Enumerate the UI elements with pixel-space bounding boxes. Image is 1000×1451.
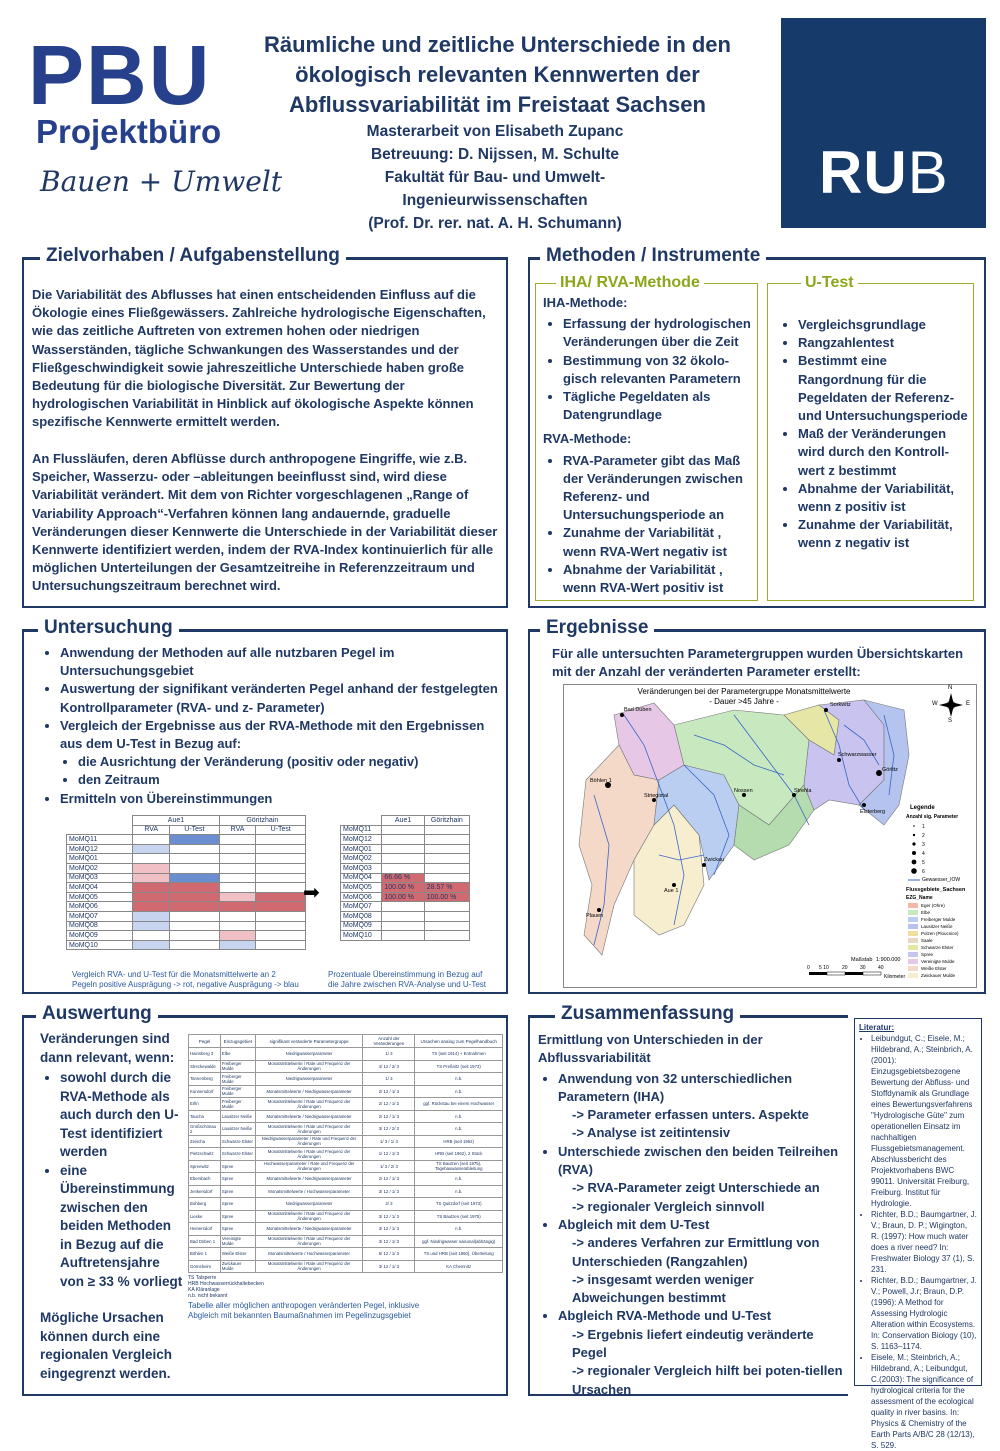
pegel-table-cell: Taucha — [189, 1110, 221, 1123]
pegel-table-cell: Böhlen 1 — [189, 1248, 221, 1261]
table-row: MoMQ01 — [67, 854, 306, 864]
iha-title: IHA/ RVA-Methode — [556, 274, 704, 292]
legend-title: Legende — [910, 805, 935, 811]
pegel-table-cell: Zeischa — [189, 1135, 221, 1148]
legend-dot — [913, 825, 915, 827]
pegel-table-cell: 1/ 3 — [363, 1048, 415, 1061]
pegel-table-cell: 3/ 12 / 1/ 3 — [363, 1260, 415, 1273]
rub-logo-text: RUB — [819, 139, 949, 206]
pegel-table-cell: 3/ 12 / 1/ 3 — [363, 1235, 415, 1248]
pegel-table-header: signifikant veränderte Parametergruppe — [255, 1035, 363, 1048]
legend-swatch — [908, 966, 918, 971]
pegel-table-cell: n.b. — [415, 1110, 503, 1123]
literature-item: • Richter, B.D.; Baumgartner, J. V.; Braun, D. P.; Wigington, R. (1997): How much water does a river need? In: Freshwater Biology 37 (1), S. 231. — [871, 1209, 977, 1275]
ziel-paragraph-1: Die Variabilität des Abflusses hat einen entscheidenden Einfluss auf die Ökologie eines Fließgewässers. Zahlreiche hydrologische Eigenschaften, wie das zeitliche Auftreten von extremen hohen oder niedrigen Wasserständen, tägliche Schwankungen des Wasserstandes und der Fließgeschwindigkeit sowie jahreszeitliche Unterschiede haben große Bedeutung für die biologische Diversität. Zur Bewertung der hydrologischen Variabilität in Hinblick auf ökologische Aspekte können spezifische Kennwerte ermittelt werden. — [32, 287, 486, 430]
pegel-table-cell: Schwarze Elster — [220, 1148, 255, 1161]
pegel-table-cell: Freiberger Mulde — [220, 1060, 255, 1073]
table-row — [189, 1173, 503, 1186]
pegel-table-cell: TS Bautzen (seit 1975) — [415, 1210, 503, 1223]
pegel-table-cell: Spree — [220, 1173, 255, 1186]
legend-swatch — [908, 910, 918, 915]
pegel-table-cell: 3/ 12 / 1/ 3 — [363, 1223, 415, 1236]
zusammenfassung-item: • Abgleich mit dem U-Test -> anderes Verfahren zur Ermittlung von Unterschieden (Rangzahlen) -> insgesamt werden weniger Abweichungen bestimmt — [558, 1216, 843, 1307]
pegel-table-cell: Freiberger Mulde — [220, 1098, 255, 1111]
table-row: MoMQ09 — [67, 931, 306, 941]
table-row: MoMQ02 — [341, 854, 470, 864]
legend-swatch — [908, 903, 918, 908]
legend-subtitle: Anzahl sig. Parameter — [906, 814, 959, 820]
pegel-table-cell: 1/ 3 — [363, 1073, 415, 1086]
zusammenfassung-content — [538, 1031, 843, 1399]
scale-tick: 0 — [807, 965, 810, 971]
pegel-table-cell: TS und HRB (seit 1960), Überleitung — [415, 1248, 503, 1261]
pegel-table-cell: Bad Düben 1 — [189, 1235, 221, 1248]
pegel-table-cell: HRB (seit 1962) — [415, 1135, 503, 1148]
pegel-table-cell: n.b. — [415, 1173, 503, 1186]
literature-box — [854, 1018, 982, 1450]
legend-swatch — [908, 973, 918, 978]
ziel-title: Zielvorhaben / Aufgabenstellung — [40, 245, 346, 267]
scale-tick: 30 — [860, 965, 866, 971]
untersuchung-content — [40, 644, 500, 808]
utest-item: • Maß der Veränderungen wird durch den Kontroll-wert z bestimmt — [798, 425, 970, 480]
legend-ezg: EZG_Name — [906, 895, 933, 901]
pegel-table-cell: Monatsmittelwerte / Rate und Frequenz der Änderungen — [255, 1060, 363, 1073]
place-label: Strehla — [794, 788, 812, 794]
legend-dot — [911, 868, 917, 874]
zusammenfassung-title: Zusammenfassung — [555, 1003, 740, 1025]
pegel-table-cell: Spree — [220, 1185, 255, 1198]
pegel-table-cell: 2/ 3 — [363, 1198, 415, 1211]
table-row — [189, 1248, 503, 1261]
table-row — [189, 1210, 503, 1223]
iha-heading: IHA-Methode: — [543, 295, 628, 310]
table-group-header: Göritzhain — [424, 816, 469, 826]
compass-w: W — [932, 701, 938, 707]
table-row — [189, 1098, 503, 1111]
pegel-table-wrap — [188, 1034, 503, 1321]
zusammenfassung-item: • Abgleich RVA-Methode und U-Test -> Ergebnis liefert eindeutig veränderte Pegel -> regionaler Vergleich hilft bei poten-tiellen Ursachen — [558, 1307, 843, 1398]
scale-unit: Kilometer — [884, 974, 906, 980]
pegel-table-cell: Lausitzer Neiße — [220, 1110, 255, 1123]
methoden-title: Methoden / Instrumente — [540, 245, 766, 267]
table-row — [189, 1123, 503, 1136]
poster-authors — [330, 120, 660, 235]
table-row — [189, 1135, 503, 1148]
table-group-header: Aue1 — [133, 816, 219, 826]
untersuchung-subitem: • die Ausrichtung der Veränderung (positiv oder negativ) — [78, 753, 500, 771]
table-row — [189, 1235, 503, 1248]
abbreviations: TS Talsperre HRB Hochwasserrückhaltebecken KA Kläranlage n.b. nicht bekannt — [188, 1275, 264, 1299]
scale-label: Maßstab — [851, 957, 873, 963]
legend-swatch — [908, 917, 918, 922]
pegel-table-cell: Elbe — [220, 1048, 255, 1061]
rub-logo — [781, 18, 986, 228]
table-row: MoMQ02 — [67, 863, 306, 873]
pegel-table-cell: Monatsmittelwerte / Rate und Frequenz der Änderungen — [255, 1235, 363, 1248]
pegel-table-cell: Monatsmittelwerte / Rate und Frequenz der Änderungen — [255, 1148, 363, 1161]
pegel-table-cell: Ebersbach — [189, 1173, 221, 1186]
table-row: MoMQ07 — [341, 902, 470, 912]
scale-bar — [809, 972, 881, 975]
pegel-table-cell: n.b. — [415, 1073, 503, 1086]
table-row — [189, 1260, 503, 1273]
table-row: MoMQ12 — [67, 844, 306, 854]
gauge-dot — [702, 863, 706, 867]
pegel-table-cell: 1/ 3 / 1/ 3 — [363, 1135, 415, 1148]
pegel-table-cell: Monatsmittelwerte / Niedrigwasserparameter — [255, 1173, 363, 1186]
pegel-table-cell: Niedrigwasserparameter / Rate und Frequenz der Änderungen — [255, 1135, 363, 1148]
pegel-table-cell: Lausitzer Neiße — [220, 1123, 255, 1136]
utest-item: • Zunahme der Variabilität, wenn z negativ ist — [798, 516, 970, 552]
zusammenfassung-intro: Ermittlung von Unterschieden in der Abflussvariabilität — [538, 1032, 763, 1066]
pegel-table-cell: 1/ 3 / 2/ 3 — [363, 1160, 415, 1173]
table-row — [189, 1073, 503, 1086]
place-label: Nossen — [734, 788, 753, 794]
table-col-header: U-Test — [256, 825, 306, 835]
rva-item: • RVA-Parameter gibt das Maß der Veränderungen zwischen Referenz- und Untersuchungsperiode an — [563, 452, 755, 525]
pegel-table-cell: Schwarze Elster — [220, 1135, 255, 1148]
table-row — [189, 1110, 503, 1123]
pegel-table-cell: Monatsmittelwerte / Rate und Frequenz der Änderungen — [255, 1123, 363, 1136]
faculty-line: Ingenieurwissenschaften — [402, 192, 588, 209]
literature-item: • Leibundgut, C.; Eisele, M.; Hildebrand, A.; Steinbrich, A. (2001): Einzugsgebietsbezogene Bewertung der Abfluss- und Stoffdynamik als Grundlage eines Bewertungsverfahrens "Hydrologische Güte" zum operationellen Einsatz im nachhaltigen Flussgebietsmanagement. Abschlussbericht des Projektvorhabens BWC 99011. Universität Freiburg, Freiburg. Institut für Hydrologie. — [871, 1033, 977, 1209]
pegel-table-cell: Monatsmittelwerte / Niedrigwasserparameter — [255, 1110, 363, 1123]
pbu-logo-subtitle: Projektbüro — [36, 113, 222, 150]
rva-item: • Zunahme der Variabilität , wenn RVA-Wert negativ ist — [563, 524, 755, 560]
pegel-table-cell: Monatsmittelwerte / Hochwasserparameter — [255, 1248, 363, 1261]
pegel-table-cell: Weiße Elster — [220, 1248, 255, 1261]
compass-s: S — [948, 718, 953, 724]
title-line: Abflussvariabilität im Freistaat Sachsen — [289, 92, 706, 117]
table-row: MoMQ06 100.00 % 100.00 % — [341, 892, 470, 902]
legend-swatches — [908, 903, 918, 978]
pegel-table-cell: Lieske — [189, 1210, 221, 1223]
place-label: Plauen — [586, 913, 604, 919]
pegel-table-cell: n.b. — [415, 1085, 503, 1098]
place-label: Görlitz — [882, 767, 898, 773]
pegel-table-cell: 3/ 12 / 1/ 3 — [363, 1210, 415, 1223]
scale-tick: 5 10 — [819, 965, 829, 971]
table-row: MoMQ09 — [341, 921, 470, 931]
pegel-table-header: Ursachen analog zum Pegelhandbuch — [415, 1035, 503, 1048]
pegel-table-cell: Zwickauer Mulde — [220, 1260, 255, 1273]
utest-item: • Vergleichsgrundlage — [798, 316, 970, 334]
pegel-table-cell: Görnsheim — [189, 1260, 221, 1273]
pegel-table-cell: 2/ 12 / 1/ 3 — [363, 1173, 415, 1186]
legend-swatch — [908, 924, 918, 929]
zusammenfassung-item: • Anwendung von 32 unterschiedlichen Parametern (IHA) -> Parameter erfassen unters. Aspekte -> Analyse ist zeitintensiv — [558, 1070, 843, 1143]
table-col-header: RVA — [219, 825, 256, 835]
table-col-header: U-Test — [170, 825, 220, 835]
auswertung-title: Auswertung — [36, 1003, 158, 1025]
place-label: Zwickau — [704, 857, 725, 863]
title-line: ökologisch relevanten Kennwerten der — [295, 62, 700, 87]
pegel-table-cell: Hochwasserparameter / Rate und Frequenz der Änderungen — [255, 1160, 363, 1173]
zusammenfassung-item: • Unterschiede zwischen den beiden Teilreihen (RVA) -> RVA-Parameter zeigt Unterschiede an -> regionaler Vergleich sinnvoll — [558, 1143, 843, 1216]
pegel-table-cell: Niedrigwasserparameter — [255, 1048, 363, 1061]
pegel-table-cell: 2/ 12 / 1/ 2 — [363, 1098, 415, 1111]
pegel-table-cell: Niedrigwasserparameter — [255, 1198, 363, 1211]
saxony-map — [563, 684, 977, 988]
pegel-table-cell: Bohberg — [189, 1198, 221, 1211]
pegel-table-cell: Jenkersdorf — [189, 1185, 221, 1198]
pegel-table — [188, 1034, 503, 1273]
pegel-table-cell: ggf. Rückstau bei einem Hochwasser — [415, 1098, 503, 1111]
pegel-table-cell: 3/ 12 / 1/ 3 — [363, 1185, 415, 1198]
pegel-table-cell: Monatsmittelwerte / Rate und Frequenz der Änderungen — [255, 1098, 363, 1111]
auswertung-item: • sowohl durch die RVA-Methode als auch durch den U-Test identifiziert werden — [60, 1069, 185, 1162]
pegel-table-cell: KA Chemnitz — [415, 1260, 503, 1273]
table-row: MoMQ11 — [67, 835, 306, 845]
author-line: Masterarbeit von Elisabeth Zupanc — [366, 123, 624, 140]
table-row: MoMQ07 — [67, 911, 306, 921]
pegel-table-cell: Vereinigte Mulde — [220, 1235, 255, 1248]
table-row — [189, 1198, 503, 1211]
table-row: MoMQ05 100.00 % 28.57 % — [341, 883, 470, 893]
gauge-dot — [620, 713, 624, 717]
utest-item: • Rangzahlentest — [798, 334, 970, 352]
arrow-right-icon: ➡ — [303, 882, 320, 904]
iha-content — [543, 294, 755, 597]
pegel-table-cell: Freiberger Mulde — [220, 1073, 255, 1086]
pegel-table-cell: Großschönau 2 — [189, 1123, 221, 1136]
pegel-table-cell: TS Quitzdorf (seit 1973) — [415, 1198, 503, 1211]
auswertung-item: • eine Übereinstimmung zwischen den beiden Methoden in Bezug auf die Auftretensjahre von ≥ 33 % vorliegt — [60, 1162, 185, 1292]
place-label: Striegistal — [644, 793, 669, 799]
supervisor-line: Betreuung: D. Nijssen, M. Schulte — [370, 146, 620, 163]
legend-swatch — [908, 959, 918, 964]
pegel-table-cell: Hainsberg 3 — [189, 1048, 221, 1061]
pegel-table-cell: 2/ 12 / 1/ 3 — [363, 1110, 415, 1123]
legend-dot — [912, 860, 917, 865]
gauge-dot — [837, 758, 841, 762]
legend-gewaesser: Gewaesser_IOW — [922, 877, 961, 883]
legend-swatch — [908, 945, 918, 950]
pegel-table-cell: Monatsmittelwerte / Rate und Frequenz der Änderungen — [255, 1210, 363, 1223]
table-row: MoMQ10 — [341, 931, 470, 941]
pegel-table-cell: Monatsmittelwerte / Hochwasserparameter — [255, 1185, 363, 1198]
pegel-table-cell: n.b. — [415, 1123, 503, 1136]
table-row: MoMQ11 — [341, 825, 470, 835]
table-row: MoMQ06 — [67, 902, 306, 912]
legend-swatch — [908, 952, 918, 957]
pegel-table-header: Pegel — [189, 1035, 221, 1048]
pegel-table-header: Anzahl der Veränderungen — [363, 1035, 415, 1048]
faculty-line: Fakultät für Bau- und Umwelt- — [384, 169, 606, 186]
pegel-table-cell: Spreewitz — [189, 1160, 221, 1173]
pegel-table-cell: Spree — [220, 1210, 255, 1223]
ergebnisse-intro: Für alle untersuchten Parametergruppen wurden Übersichtskarten mit der Anzahl der veränderten Parameter erstellt: — [552, 646, 964, 680]
map-title: Veränderungen bei der Parametergruppe Monatsmittelwerte — [637, 687, 851, 696]
pegel-table-cell: Heinersdorf — [189, 1223, 221, 1236]
literature-title: Literatur: — [859, 1023, 895, 1032]
utest-item: • Bestimmt eine Rangordnung für die Pegeldaten der Referenz- und Untersuchungsperiode — [798, 352, 970, 425]
pegel-table-cell: TS Preßnitz (seit 1973) — [415, 1060, 503, 1073]
table-row: MoMQ04 66.66 % — [341, 873, 470, 883]
pegel-table-header: Einzugsgebiet — [220, 1035, 255, 1048]
auswertung-outro: Mögliche Ursachen können durch eine regionalen Vergleich eingegrenzt werden. — [40, 1310, 173, 1381]
pegel-table-cell: TS (seit 1914) + Entnahmen — [415, 1048, 503, 1061]
pegel-table-cell: Kunnersdorf — [189, 1085, 221, 1098]
rva-item: • Abnahme der Variabilität , wenn RVA-Wert positiv ist — [563, 561, 755, 597]
untersuchung-item: • Anwendung der Methoden auf alle nutzbaren Pegel im Untersuchungsgebiet — [60, 644, 500, 680]
scale-tick: 20 — [842, 965, 848, 971]
place-label: Sorkwitz — [830, 702, 851, 708]
untersuchung-item: • Vergleich der Ergebnisse aus der RVA-Methode mit den Ergebnissen aus dem U-Test in Bezug auf: — [60, 717, 500, 753]
table-row — [189, 1223, 503, 1236]
table-group-header: Göritzhain — [219, 816, 305, 826]
pegel-table-cell: 4/ 12 / 2/ 3 — [363, 1060, 415, 1073]
comparison-table — [66, 815, 306, 950]
gauge-dot — [597, 908, 601, 912]
legend-swatch — [908, 931, 918, 936]
untersuchung-item: • Auswertung der signifikant veränderten Pegel anhand der festgelegten Kontrollparameter (RVA- und z- Parameter) — [60, 680, 500, 716]
gauge-dot — [824, 708, 828, 712]
table-row: MoMQ05 — [67, 892, 306, 902]
utest-title: U-Test — [801, 274, 858, 292]
untersuchung-item: • Ermitteln von Übereinstimmungen — [60, 790, 500, 808]
pegel-table-cell: Tannenberg — [189, 1073, 221, 1086]
legend-dot — [912, 842, 915, 845]
pegel-table-cell: HRB (seit 1962), 2 Stück — [415, 1148, 503, 1161]
pegel-table-cell: 1/ 12 / 1/ 3 — [363, 1148, 415, 1161]
literature-item: • Richter, B.D.; Baumgartner, J. V.; Powell, J.r; Braun, D.P. (1996): A Method for Assessing Hydrologic Alteration within Ecosystems. In: Conservation Biology (10), S. 1163–1174. — [871, 1275, 977, 1352]
auswertung-content — [40, 1030, 185, 1383]
table-group-header: Aue1 — [382, 816, 424, 826]
legend-region-names: Eger (Ohre) Elbe Freiberger Mulde Lausitzer Neiße Polzen (Ploucnice) Saale Schwarze Elster Spree Vereinigte Mulde Weiße Elster Zwickauer Mulde — [921, 903, 959, 978]
iha-item: • Erfassung der hydrologischen Veränderungen über die Zeit — [563, 315, 755, 351]
table-row — [189, 1048, 503, 1061]
rva-heading: RVA-Methode: — [543, 431, 632, 447]
legend-flussgebiete: Flussgebiete_Sachsen — [906, 887, 966, 893]
utest-item: • Abnahme der Variabilität, wenn z positiv ist — [798, 480, 970, 516]
compass-e: E — [966, 701, 971, 707]
gauge-dot — [672, 883, 676, 887]
table-row: MoMQ03 — [67, 873, 306, 883]
pegel-table-caption: Tabelle aller möglichen anthropogen veränderten Pegel, inklusive Abgleich mit bekannten Baumaßnahmen im Pegelinzugsgebiet — [188, 1301, 420, 1320]
pbu-logo-script: Bauen + Umwelt — [40, 165, 283, 198]
pegel-table-cell: Monatsmittelwerte / Rate und Frequenz der Änderungen — [255, 1260, 363, 1273]
pegel-table-cell: Monatsmittelwerte / Niedrigwasserparameter — [255, 1223, 363, 1236]
gauge-dot — [862, 803, 866, 807]
legend-swatch — [908, 938, 918, 943]
place-label: Schwarzwasser — [838, 752, 877, 758]
pegel-table-cell: Spree — [220, 1198, 255, 1211]
professor-line: (Prof. Dr. rer. nat. A. H. Schumann) — [368, 215, 622, 232]
pegel-table-cell: n.b. — [415, 1185, 503, 1198]
place-label: Elsterberg — [860, 809, 886, 815]
table-row — [189, 1148, 503, 1161]
compass-icon — [939, 693, 963, 717]
pegel-table-cell: Freiberger Mulde — [220, 1085, 255, 1098]
table-row — [189, 1185, 503, 1198]
iha-item: • Tägliche Pegeldaten als Datengrundlage — [563, 388, 755, 424]
table-row: MoMQ01 — [341, 844, 470, 854]
table-col-header: RVA — [133, 825, 170, 835]
pbu-logo-text: PBU — [28, 28, 212, 122]
pegel-table-cell: Pietzschwitz — [189, 1148, 221, 1161]
iha-item: • Bestimmung von 32 ökolo-gisch relevanten Parametern — [563, 352, 755, 388]
pegel-table-cell: Spree — [220, 1223, 255, 1236]
pegel-table-cell: TS Bautzen (seit 1975), Tagebauwasserableitung — [415, 1160, 503, 1173]
pegel-table-cell: Niedrigwasserparameter — [255, 1073, 363, 1086]
auswertung-intro: Veränderungen sind dann relevant, wenn: — [40, 1031, 175, 1065]
pegel-table-cell: Erlln — [189, 1098, 221, 1111]
pegel-table-cell: n.b. — [415, 1223, 503, 1236]
pegel-table-cell: ggf. Niedrigwasser saisonal(abhängig) — [415, 1235, 503, 1248]
table-row — [189, 1085, 503, 1098]
compass-n: N — [948, 685, 953, 691]
table-row — [189, 1060, 503, 1073]
table-row — [189, 1160, 503, 1173]
place-label: Böhlen 1 — [590, 778, 612, 784]
untersuchung-title: Untersuchung — [38, 617, 179, 639]
table-row: MoMQ04 — [67, 883, 306, 893]
map-subtitle: - Dauer >45 Jahre - — [709, 697, 779, 706]
pegel-table-cell: Spree — [220, 1160, 255, 1173]
untersuchung-subitem: • den Zeitraum — [78, 771, 500, 789]
agreement-table — [340, 815, 470, 941]
pegel-table-cell: 3/ 12 / 2/ 3 — [363, 1123, 415, 1136]
pegel-table-cell: 6/ 12 / 1/ 3 — [363, 1248, 415, 1261]
table-row: MoMQ08 — [67, 921, 306, 931]
poster-title — [225, 30, 770, 120]
place-label: Aue 1 — [664, 888, 679, 894]
legend-counts: 1 2 3 4 5 6 — [922, 824, 925, 875]
legend-dot — [912, 851, 916, 855]
utest-content — [778, 316, 970, 553]
scale-tick: 40 — [878, 965, 884, 971]
map-graphic — [564, 685, 976, 987]
table2-caption: Prozentuale Übereinstimmung in Bezug auf die Jahre zwischen RVA-Analyse und U-Test — [328, 970, 486, 989]
table-row: MoMQ12 — [341, 835, 470, 845]
table-row: MoMQ03 — [341, 863, 470, 873]
table-row: MoMQ10 — [67, 940, 306, 950]
table1-caption: Vergleich RVA- und U-Test für die Monatsmittelwerte an 2 Pegeln positive Ausprägung -> rot, negative Ausprägung -> blau — [72, 970, 299, 989]
title-line: Räumliche und zeitliche Unterschiede in den — [264, 32, 731, 57]
pegel-table-cell: 2/ 12 / 1/ 3 — [363, 1085, 415, 1098]
scale-value: 1:900.000 — [876, 957, 901, 963]
legend-dots — [908, 825, 920, 880]
pegel-table-cell: Monatsmittelwerte / Niedrigwasserparameter — [255, 1085, 363, 1098]
place-label: Bad Düben — [624, 707, 652, 713]
ergebnisse-title: Ergebnisse — [540, 617, 654, 639]
table-row: MoMQ08 — [341, 911, 470, 921]
ziel-paragraph-2: An Flussläufen, deren Abflüsse durch anthropogene Eingriffe, wie z.B. Speicher, Wasserzu- oder –ableitungen beeinflusst sind, wird diese Variabilität verändert. Mit dem von Richter vorgeschlagenen „Range of Variability Approach“-Verfahren können lang andauernde, graduelle Veränderungen dieser Kennwerte die Unterschiede in der Variabilität dieser Kennwerte identifiziert werden, indem der RVA-Index kontinuierlich für alle möglichen Unterteilungen der Gesamtzeitreihe in Referenzzeitraum und Untersuchungszeitraum berechnet wird. — [32, 451, 498, 594]
legend-dot — [913, 834, 915, 836]
literature-item: • Eisele, M.; Steinbrich, A.; Hildebrand, A.; Leibundgut, C.(2003): The significance of hydrological criteria for the assessment of the ecological quality in river basins. In: Physics & Chemistry of the Earth Parts A/B/C 28 (12/13), S. 529. — [871, 1352, 977, 1451]
pegel-table-cell: Streckewalde — [189, 1060, 221, 1073]
